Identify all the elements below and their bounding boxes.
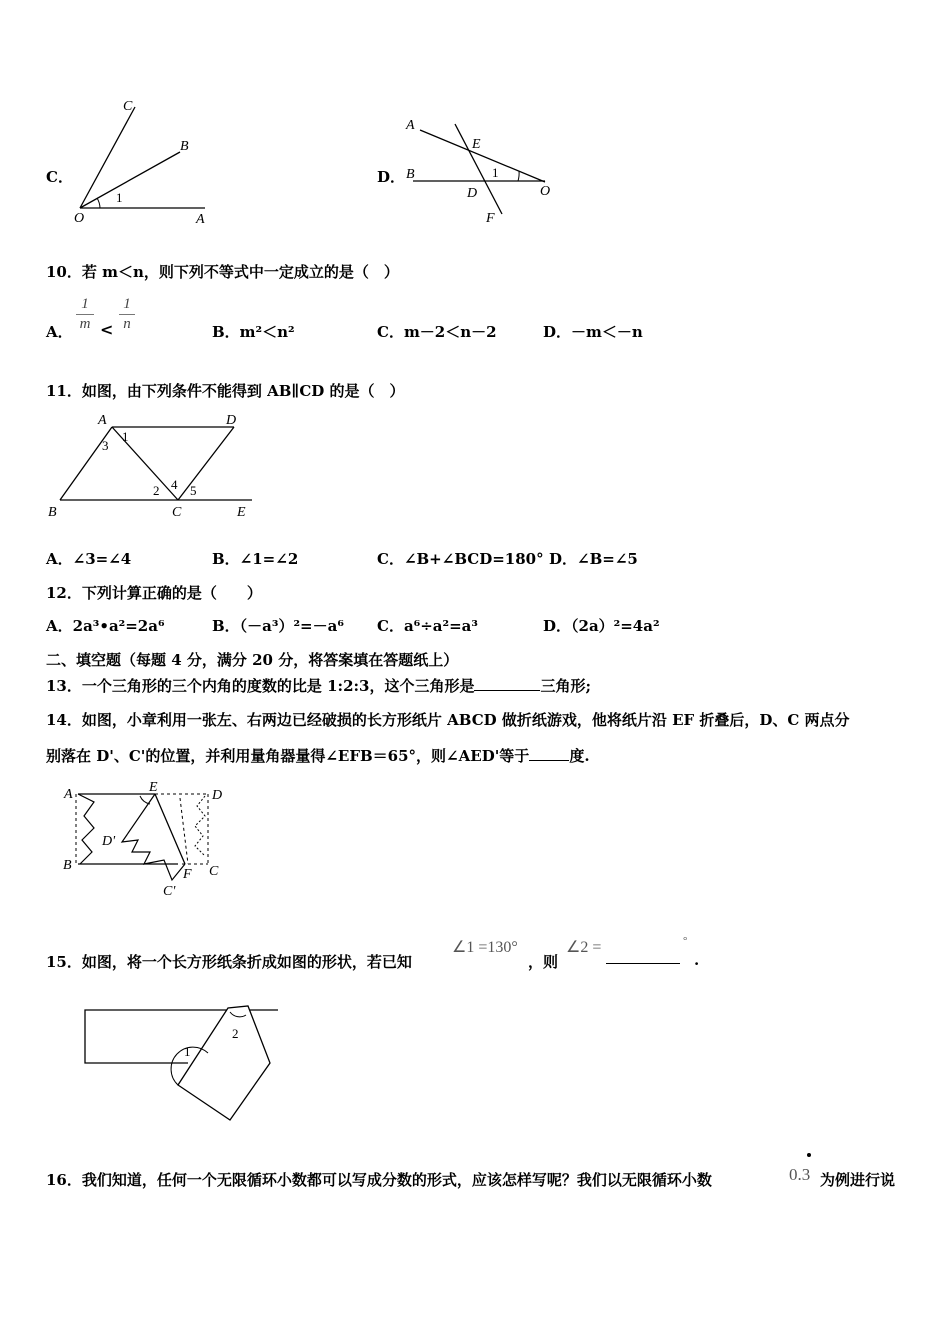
option-d-label: D． — [377, 168, 406, 186]
label-b: B — [406, 167, 415, 182]
label-angle-2: 2 — [232, 1026, 239, 1041]
q15-answer-blank — [606, 949, 680, 968]
label-a: A — [64, 787, 73, 802]
label-e: E — [149, 780, 158, 795]
q10-fraction-left — [76, 296, 94, 333]
q10-option-b: B．m²＜n² — [212, 323, 295, 341]
label-angle-1: 1 — [116, 190, 123, 205]
answer-blank — [529, 746, 569, 761]
q13-text-before: 13．一个三角形的三个内角的度数的比是 1:2:3，这个三角形是 — [46, 677, 475, 695]
q11-option-b: B．∠1=∠2 — [212, 550, 299, 568]
q14-line1: 14．如图，小章利用一张左、右两边已经破损的长方形纸片 ABCD 做折纸游戏，他将纸片沿 EF 折叠后，D、C 两点分 — [46, 711, 850, 729]
label-b: B — [48, 505, 57, 520]
label-b: B — [180, 139, 189, 154]
q10-option-a-label: A． — [46, 323, 73, 341]
lines-figure-d — [400, 110, 570, 230]
q16-text-before: 16．我们知道，任何一个无限循环小数都可以写成分数的形式，应该怎样写呢？我们以无限循环小数 — [46, 1171, 712, 1189]
q10-option-d: D．－m＜－n — [543, 323, 643, 341]
q15-end-period: . — [694, 951, 700, 969]
q14-line2 — [46, 745, 590, 766]
q15-degree-sign: ° — [683, 935, 688, 947]
label-a: A — [196, 212, 205, 227]
option-c-label: C． — [46, 168, 73, 186]
q10-stem: 10．若 m＜n，则下列不等式中一定成立的是（ ） — [46, 263, 399, 281]
less-than-sign: < — [100, 320, 114, 339]
q10-option-c: C．m－2＜n－2 — [377, 323, 497, 341]
label-angle-1: 1 — [492, 165, 499, 180]
label-d-prime: D' — [102, 834, 116, 849]
q12-stem: 12．下列计算正确的是（ ） — [46, 584, 262, 602]
section-title: 二、填空题（每题 4 分，满分 20 分，将答案填在答题纸上） — [46, 651, 459, 669]
q14-text-before: 别落在 D'、C'的位置，并利用量角器量得∠EFB＝65°，则∠AED'等于 — [46, 747, 530, 765]
label-a: A — [406, 118, 415, 133]
q13 — [46, 675, 591, 696]
q15-ask-angle: ∠2 = — [566, 939, 602, 956]
label-c: C — [209, 864, 219, 879]
parallelogram-figure — [40, 405, 265, 525]
q12-option-a: A．2a³•a²=2a⁶ — [46, 617, 165, 635]
q11-option-d: D．∠B=∠5 — [549, 550, 638, 568]
label-o: O — [74, 211, 85, 226]
q16-text-after: 为例进行说 — [820, 1171, 896, 1189]
label-d: D — [212, 788, 223, 803]
q15-stem-before: 15．如图，将一个长方形纸条折成如图的形状，若已知 — [46, 953, 412, 971]
q14-text-after: 度. — [569, 747, 590, 765]
numerator: 1 — [123, 296, 131, 312]
label-d: D — [467, 186, 478, 201]
angle-figure-c — [70, 95, 220, 230]
q15-stem-mid: ，则 — [528, 953, 559, 971]
label-angle-4: 4 — [171, 477, 178, 492]
folded-paper-figure — [60, 780, 240, 900]
folded-strip-figure — [80, 1000, 280, 1125]
label-c: C — [172, 505, 182, 520]
q12-option-c: C．a⁶÷a²=a³ — [377, 617, 478, 635]
answer-blank — [474, 676, 540, 691]
q15-given-angle: ∠1 =130° — [452, 939, 518, 956]
label-angle-1: 1 — [122, 429, 129, 444]
q10-fraction-right — [119, 296, 135, 333]
label-angle-3: 3 — [102, 438, 109, 453]
label-c-prime: C' — [163, 884, 176, 899]
q16-decimal: 0.3 — [789, 1165, 811, 1184]
label-f: F — [486, 211, 495, 226]
label-b: B — [63, 858, 72, 873]
label-e: E — [237, 505, 246, 520]
q13-text-after: 三角形; — [540, 677, 592, 695]
repeating-dot — [806, 1153, 812, 1158]
label-d: D — [226, 413, 237, 428]
q11-option-a: A．∠3=∠4 — [46, 550, 132, 568]
q11-stem: 11．如图，由下列条件不能得到 AB∥CD 的是（ ） — [46, 382, 405, 400]
label-angle-5: 5 — [190, 483, 197, 498]
label-a: A — [98, 413, 107, 428]
label-angle-1: 1 — [184, 1044, 191, 1059]
q11-option-c: C．∠B+∠BCD=180° — [377, 550, 544, 568]
label-c: C — [123, 99, 133, 114]
label-angle-2: 2 — [153, 483, 160, 498]
q12-option-b: B．（－a³）²=－a⁶ — [212, 617, 344, 635]
denominator: m — [79, 316, 91, 332]
label-e: E — [472, 137, 481, 152]
denominator: n — [123, 316, 131, 332]
label-f: F — [183, 867, 192, 882]
numerator: 1 — [81, 296, 89, 312]
q12-option-d: D．（2a）²=4a² — [543, 617, 660, 635]
label-o: O — [540, 184, 551, 199]
